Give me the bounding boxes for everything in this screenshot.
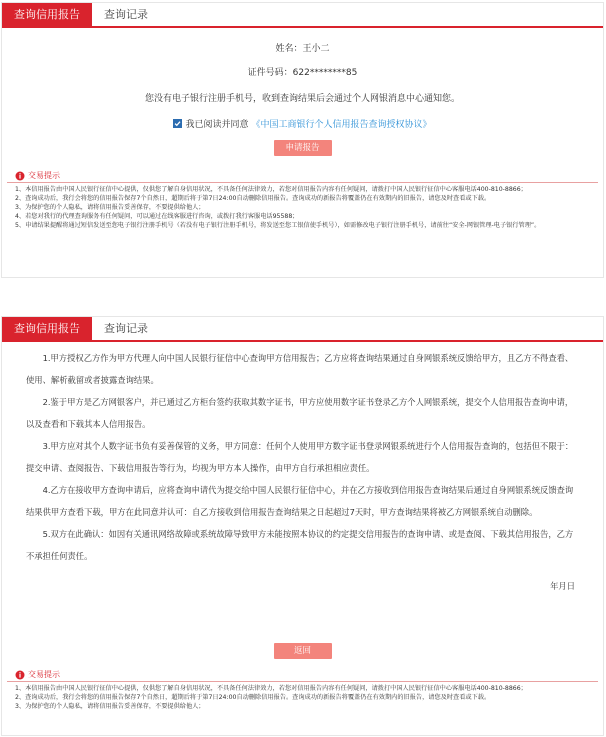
agreement-text — [26, 347, 579, 597]
info-circle-icon — [15, 171, 25, 181]
agreement-paragraph: 5.双方在此确认：如因有关通讯网络故障或系统故障导致甲方未能按照本协议的约定提交信用报告的查询申请、或是查阅、下载其信用报告，乙方不承担任何责任。 — [26, 529, 574, 561]
agreement-panel — [1, 316, 604, 736]
tips-header — [7, 669, 598, 682]
name-line: 姓名：王小二 — [275, 44, 330, 54]
tip-item: 5、申请结果提醒将通过短信发送至您电子银行注册手机号（若没有电子银行注册手机号，将发送至您工银信使手机号），如需修改电子银行注册手机号，请前往“安全-网银管理-电子银行管理”。 — [15, 222, 541, 229]
tab-bar — [2, 3, 603, 28]
agreement-paragraph: 2.鉴于甲方是乙方网银客户，并已通过乙方柜台签约获取其数字证书，甲方应使用数字证书登录乙方个人网银系统，提交个人信用报告查询申请，以及查看和下载其本人信用报告。 — [26, 397, 574, 429]
tab-query-credit-report[interactable]: 查询信用报告 — [2, 317, 92, 341]
agree-checkbox[interactable] — [173, 119, 182, 128]
tip-item: 1、本信用报告由中国人民银行征信中心提供，仅供您了解自身信用状况，不具备任何法律效力，若您对信用报告内容有任何疑问，请拨打中国人民银行征信中心客服电话400-810-8866； — [15, 186, 527, 193]
tab-bar — [2, 317, 603, 342]
tips-header — [7, 170, 598, 183]
check-icon — [174, 120, 181, 127]
agreement-paragraph: 4.乙方在接收甲方查询申请后，应将查询申请代为提交给中国人民银行征信中心，并在乙方接收到信用报告查询结果后通过自身网银系统反馈查询结果供甲方查看下载，甲方在此同意并认可：自乙方接收到信用报告查询结果之日起超过7天时，甲方查询结果将被乙方网银系统自动删除。 — [26, 485, 574, 517]
tab-query-credit-report[interactable]: 查询信用报告 — [2, 3, 92, 27]
tip-item: 4、若您对我行的代理查询服务有任何疑问，可以通过在线客服进行咨询，或拨打我行客服电话95588； — [15, 213, 299, 220]
tips-title: 交易提示 — [28, 670, 60, 679]
tips-title: 交易提示 — [28, 171, 60, 180]
tips-list — [7, 183, 598, 230]
tip-item: 1、本信用报告由中国人民银行征信中心提供，仅供您了解自身信用状况，不具备任何法律效力，若您对信用报告内容有任何疑问，请拨打中国人民银行征信中心客服电话400-810-8866； — [15, 685, 527, 692]
agreement-paragraph: 1.甲方授权乙方作为甲方代理人向中国人民银行征信中心查询甲方信用报告；乙方应将查询结果通过自身网银系统反馈给甲方，且乙方不得查看、使用、解析截留或者披露查询结果。 — [26, 353, 574, 385]
agree-prefix: 我已阅读并同意 — [185, 120, 249, 130]
date-label: 年月日 — [550, 581, 575, 591]
info-circle-icon — [15, 670, 25, 680]
tip-item: 2、查询成功后，我行会将您的信用报告保存7个自然日，超期后将于第7日24:00自动删除信用报告。查询成功的新报告将覆盖仍在有效期内的旧报告，请您及时查看或下载。 — [15, 195, 491, 202]
sms-notice: 您没有电子银行注册手机号，收到查询结果后会通过个人网银消息中心通知您。 — [144, 94, 460, 104]
agreement-link[interactable]: 《中国工商银行个人信用报告查询授权协议》 — [251, 120, 432, 130]
transaction-tips — [7, 669, 598, 711]
transaction-tips — [7, 170, 598, 230]
back-button[interactable]: 返回 — [274, 643, 332, 659]
apply-report-button[interactable]: 申请报告 — [274, 140, 332, 156]
id-number-line: 证件号码：622********85 — [247, 68, 358, 78]
agreement-consent — [2, 117, 603, 130]
tips-list — [7, 682, 598, 711]
tip-item: 2、查询成功后，我行会将您的信用报告保存7个自然日，超期后将于第7日24:00自动删除信用报告。查询成功的新报告将覆盖仍在有效期内的旧报告，请您及时查看或下载。 — [15, 694, 491, 701]
tip-item: 3、为保护您的个人隐私，请将信用报告妥善保存，不要提供给他人； — [15, 703, 205, 710]
tab-query-records[interactable]: 查询记录 — [104, 8, 148, 21]
inquiry-panel — [1, 2, 604, 278]
tip-item: 3、为保护您的个人隐私，请将信用报告妥善保存，不要提供给他人； — [15, 204, 205, 211]
agreement-paragraph: 3.甲方应对其个人数字证书负有妥善保管的义务，甲方同意：任何个人使用甲方数字证书登录网银系统进行个人信用报告查询的，包括但不限于：提交申请、查阅报告、下载信用报告等行为，均视为甲方本人操作，由甲方自行承担相应责任。 — [26, 441, 574, 473]
tab-query-records[interactable]: 查询记录 — [104, 322, 148, 335]
